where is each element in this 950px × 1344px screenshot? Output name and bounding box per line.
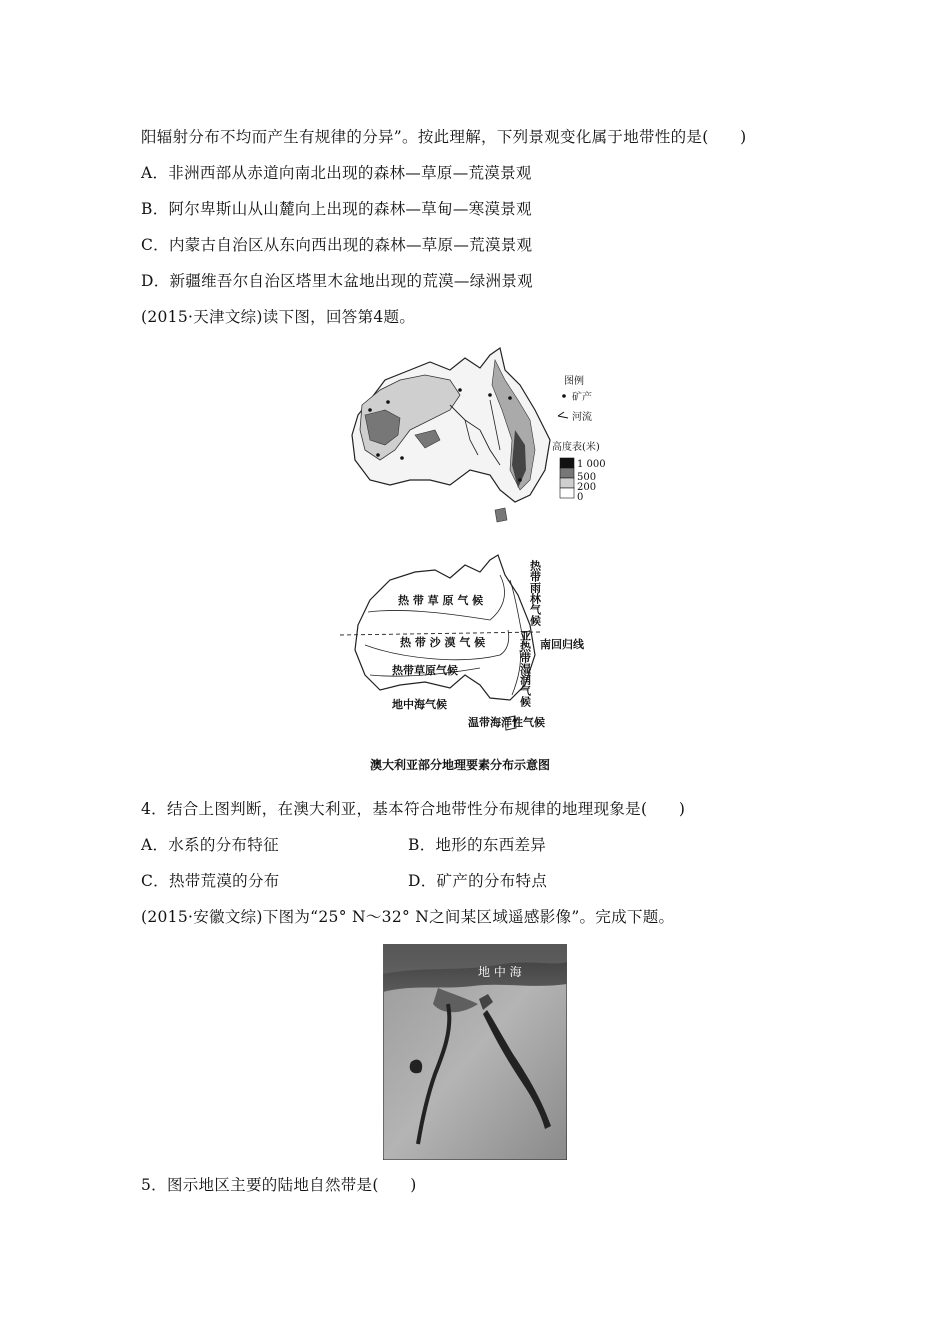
legend-river: 河流 [572, 412, 592, 423]
elev-200: 200 [577, 482, 597, 493]
question5-stem: 5．图示地区主要的陆地自然带是( ) [141, 1176, 417, 1194]
q4-option-c: C．热带荒漠的分布 [141, 872, 280, 890]
australia-relief-map [340, 340, 620, 540]
elev-swatch-500 [560, 468, 574, 478]
question3-stem-end: 阳辐射分布不均而产生有规律的分异”。按此理解，下列景观变化属于地带性的是( ) [141, 128, 747, 146]
figure-caption: 澳大利亚部分地理要素分布示意图 [370, 758, 551, 772]
elev-swatch-0 [560, 488, 574, 498]
label-rainforest: 热带雨林气候 [528, 560, 542, 626]
label-subtropical-humid: 亚热带湿润气候 [518, 630, 532, 707]
option-c: C．内蒙古自治区从东向西出现的森林—草原—荒漠景观 [141, 236, 533, 254]
q4-option-d: D．矿产的分布特点 [408, 872, 548, 890]
legend-title: 图例 [564, 376, 584, 387]
elev-swatch-200 [560, 478, 574, 488]
source-note-q4: (2015·天津文综)读下图，回答第4题。 [141, 308, 416, 326]
label-tropical-savanna-north: 热 带 草 原 气 候 [398, 594, 484, 607]
q4-option-b: B．地形的东西差异 [408, 836, 547, 854]
elev-swatch-1000 [560, 458, 574, 468]
elev-1000: 1 000 [577, 459, 606, 470]
question4-stem: 4．结合上图判断，在澳大利亚，基本符合地带性分布规律的地理现象是( ) [141, 800, 686, 818]
label-tropic-of-capricorn: 南回归线 [540, 638, 584, 651]
label-tropical-desert: 热 带 沙 漠 气 候 [400, 636, 486, 649]
legend-mineral: 矿产 [572, 392, 592, 403]
mineral-icon [562, 394, 566, 398]
label-tropical-savanna-south: 热带草原气候 [392, 664, 458, 677]
source-note-q5: (2015·安徽文综)下图为“25° N～32° N之间某区域遥感影像”。完成下题。 [141, 908, 675, 926]
satellite-image [383, 944, 567, 1160]
australia-climate-map [340, 550, 620, 740]
option-d: D．新疆维吾尔自治区塔里木盆地出现的荒漠—绿洲景观 [141, 272, 533, 290]
elevation-title: 高度表(米) [552, 442, 600, 453]
elev-0: 0 [577, 492, 584, 503]
river-icon [558, 412, 568, 418]
option-b: B．阿尔卑斯山从山麓向上出现的森林—草甸—寒漠景观 [141, 200, 532, 218]
elev-500: 500 [577, 472, 597, 483]
label-temperate-marine: 温带海洋性气候 [468, 716, 545, 729]
option-a: A．非洲西部从赤道向南北出现的森林—草原—荒漠景观 [141, 164, 532, 182]
label-mediterranean: 地中海气候 [392, 698, 447, 711]
label-mediterranean-sea: 地 中 海 [478, 965, 522, 979]
q4-option-a: A．水系的分布特征 [141, 836, 279, 854]
